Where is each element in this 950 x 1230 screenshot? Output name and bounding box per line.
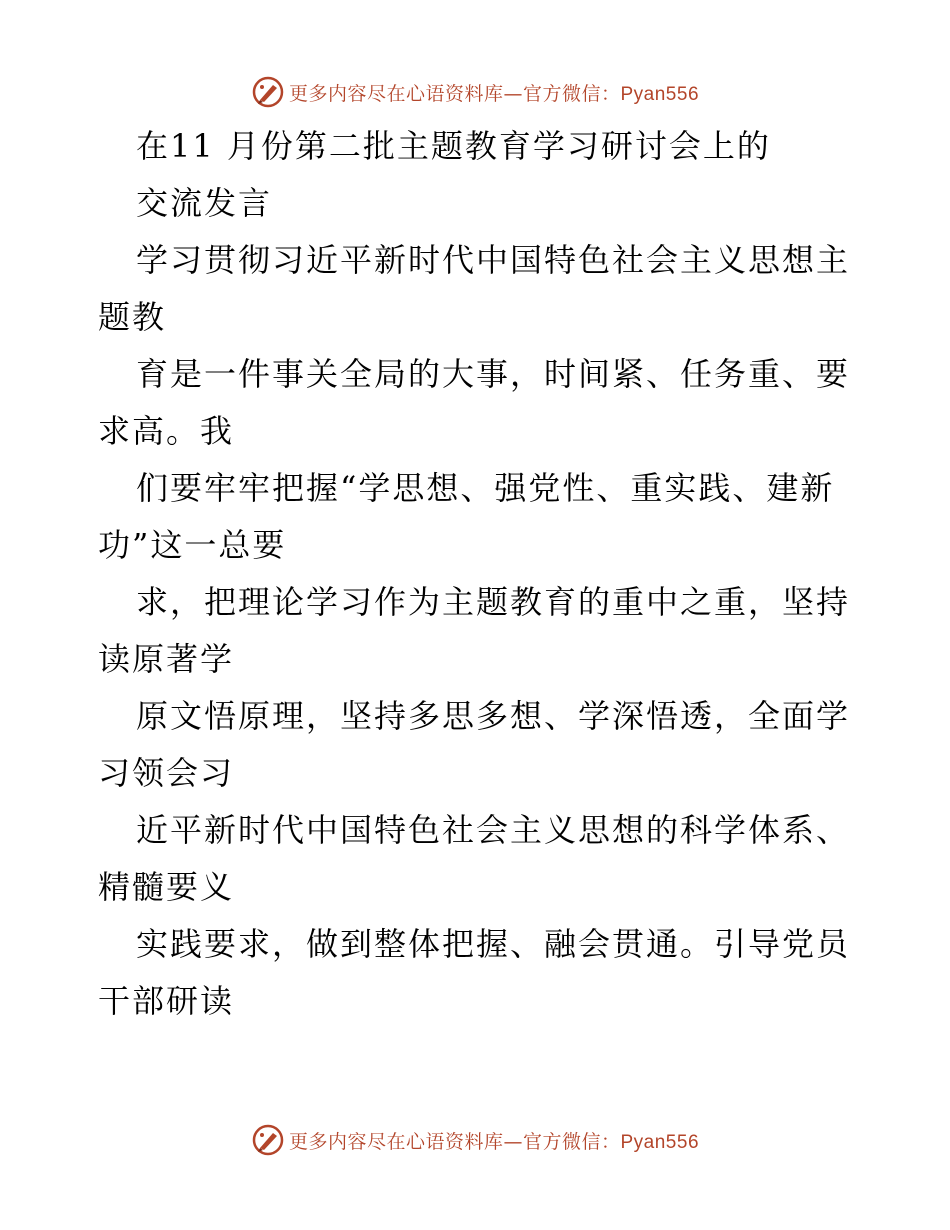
body-line: 学习贯彻习近平新时代中国特色社会主义思想主 (136, 241, 851, 279)
body-line: 精髓要义 (98, 868, 235, 906)
body-line: 在11 月份第二批主题教育学习研讨会上的 (136, 127, 771, 165)
watermark-wechat-id: Pyan556 (620, 83, 700, 105)
body-line: 题教 (98, 298, 167, 336)
pen-logo-icon (251, 75, 285, 109)
body-line: 实践要求，做到整体把握、融会贯通。引导党员 (136, 925, 851, 963)
header-watermark (0, 72, 950, 112)
body-line: 们要牢牢把握“学思想、强党性、重实践、建新 (136, 469, 835, 507)
footer-watermark (0, 1120, 950, 1160)
document-body (98, 118, 858, 1030)
body-line: 交流发言 (136, 184, 273, 222)
watermark-text (289, 79, 699, 106)
watermark-wechat-id: Pyan556 (620, 1131, 700, 1153)
pen-logo-icon (251, 1123, 285, 1157)
body-line: 原文悟原理，坚持多思多想、学深悟透，全面学 (136, 697, 851, 735)
body-line: 求，把理论学习作为主题教育的重中之重，坚持 (136, 583, 851, 621)
body-line: 求高。我 (98, 412, 235, 450)
body-line: 近平新时代中国特色社会主义思想的科学体系、 (136, 811, 851, 849)
watermark-text (289, 1127, 699, 1154)
watermark-label: 更多内容尽在心语资料库—官方微信： (288, 82, 621, 105)
watermark-label: 更多内容尽在心语资料库—官方微信： (288, 1130, 621, 1153)
body-line: 干部研读 (98, 982, 235, 1020)
body-line: 功”这一总要 (98, 526, 287, 564)
body-line: 读原著学 (98, 640, 235, 678)
body-line: 育是一件事关全局的大事，时间紧、任务重、要 (136, 355, 851, 393)
body-line: 习领会习 (98, 754, 235, 792)
